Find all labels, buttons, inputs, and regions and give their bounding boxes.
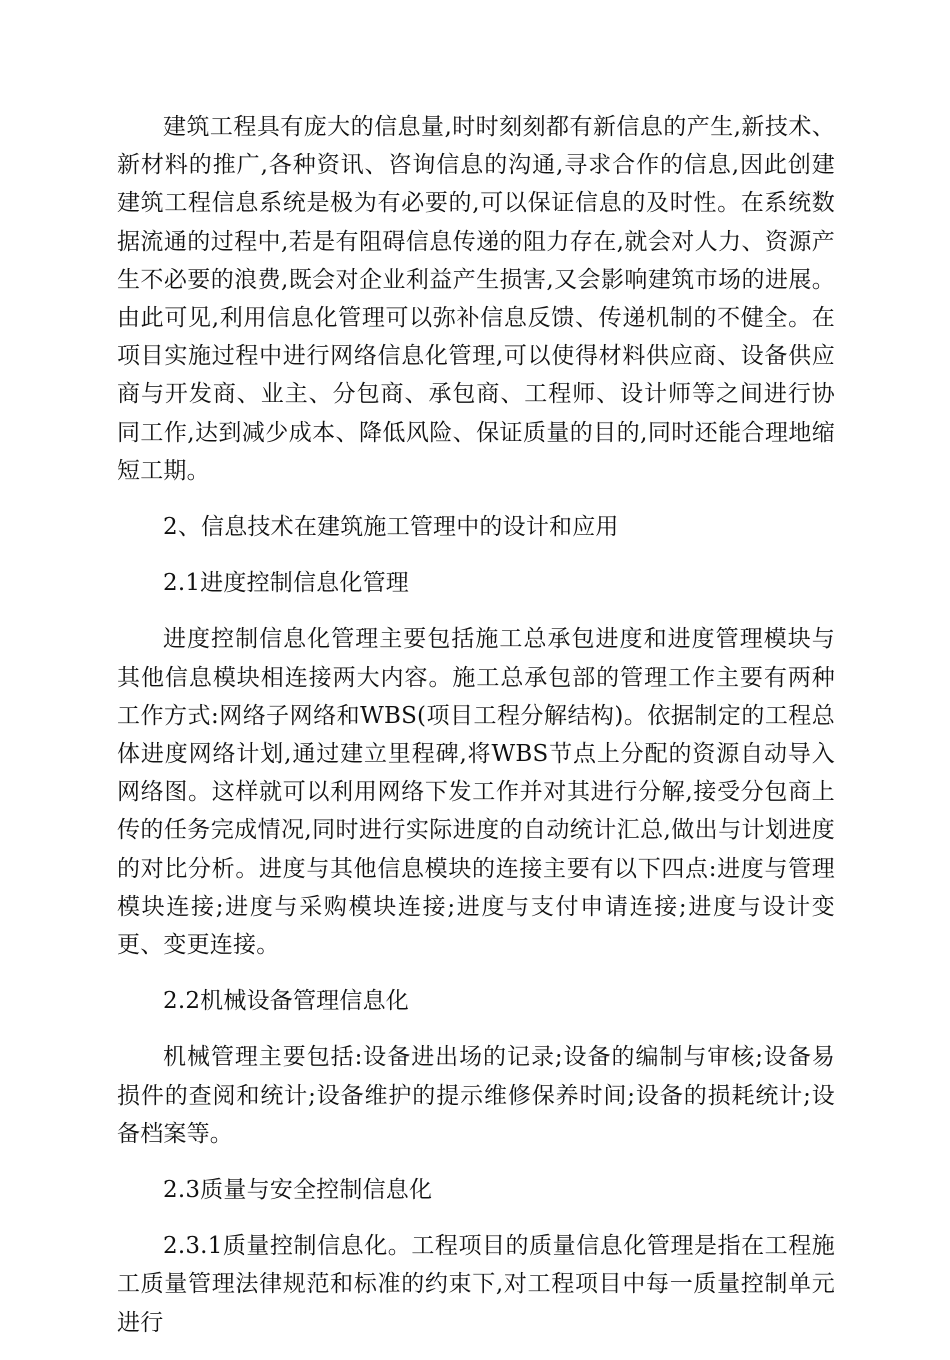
- section-heading-2: 2、信息技术在建筑施工管理中的设计和应用: [163, 514, 619, 541]
- subsection-heading-2-1: 2.1进度控制信息化管理: [163, 570, 409, 597]
- paragraph-schedule-control: 进度控制信息化管理主要包括施工总承包进度和进度管理模块与其他信息模块相连接两大内容。施工总承包部的管理工作主要有两种工作方式:网络子网络和WBS(项目工程分解结构)。依据制定的工程总体进度网络计划,通过建立里程碑,将WBS节点上分配的资源自动导入网络图。这样就可以利用网络下发工作并对其进行分解,接受分包商上传的任务完成情况,同时进行实际进度的自动统计汇总,做出与计划进度的对比分析。进度与其他信息模块的连接主要有以下四点:进度与管理模块连接;进度与采购模块连接;进度与支付申请连接;进度与设计变更、变更连接。: [117, 626, 835, 959]
- subsection-heading-2-2: 2.2机械设备管理信息化: [163, 988, 409, 1015]
- paragraph-equipment-management: 机械管理主要包括:设备进出场的记录;设备的编制与审核;设备易损件的查阅和统计;设备维护的提示维修保养时间;设备的损耗统计;设备档案等。: [117, 1044, 835, 1147]
- paragraph-quality-control: 2.3.1质量控制信息化。工程项目的质量信息化管理是指在工程施工质量管理法律规范和标准的约束下,对工程项目中每一质量控制单元进行: [117, 1233, 835, 1336]
- document-page: [117, 108, 835, 1360]
- paragraph-intro: 建筑工程具有庞大的信息量,时时刻刻都有新信息的产生,新技术、新材料的推广,各种资讯、咨询信息的沟通,寻求合作的信息,因此创建建筑工程信息系统是极为有必要的,可以保证信息的及时性。在系统数据流通的过程中,若是有阻碍信息传递的阻力存在,就会对人力、资源产生不必要的浪费,既会对企业利益产生损害,又会影响建筑市场的进展。由此可见,利用信息化管理可以弥补信息反馈、传递机制的不健全。在项目实施过程中进行网络信息化管理,可以使得材料供应商、设备供应商与开发商、业主、分包商、承包商、工程师、设计师等之间进行协同工作,达到减少成本、降低风险、保证质量的目的,同时还能合理地缩短工期。: [117, 114, 835, 484]
- subsection-heading-2-3: 2.3质量与安全控制信息化: [163, 1177, 433, 1204]
